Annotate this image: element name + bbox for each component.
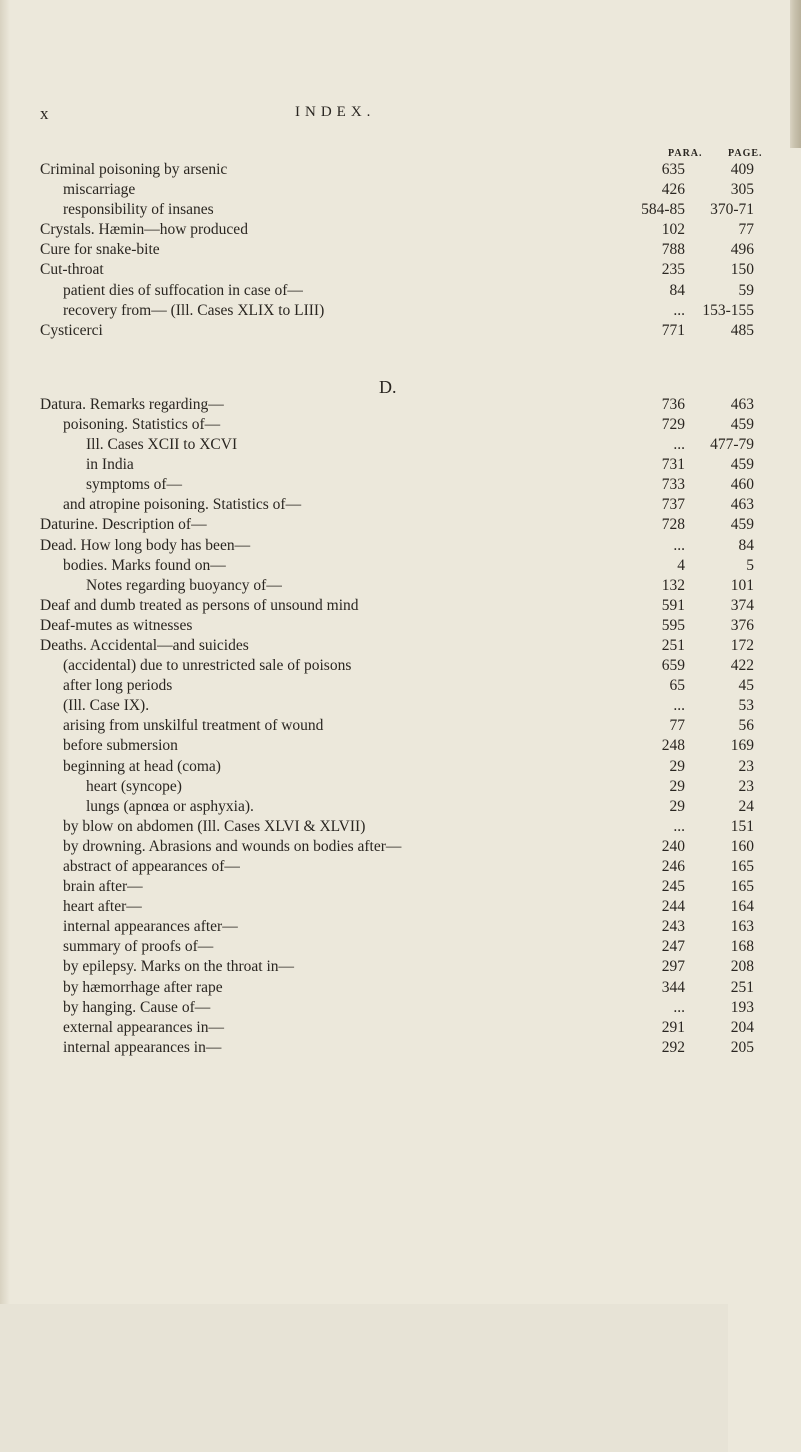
index-entry xyxy=(0,857,790,877)
index-entry xyxy=(0,937,790,957)
entry-para-number: 84 xyxy=(669,281,685,299)
entry-para-number: 4 xyxy=(677,556,685,574)
entry-text: by epilepsy. Marks on the throat in— xyxy=(63,958,295,976)
entry-para-number: 102 xyxy=(661,221,685,239)
index-entry xyxy=(0,281,790,301)
entry-text: miscarriage xyxy=(63,181,136,199)
entry-page-number: 374 xyxy=(730,596,754,614)
index-entry xyxy=(0,556,790,576)
entry-page-number: 208 xyxy=(730,958,754,976)
entry-page-number: 169 xyxy=(730,737,754,755)
index-entry xyxy=(0,1018,790,1038)
entry-text: Crystals. Hæmin—how produced xyxy=(40,221,248,239)
index-entry xyxy=(0,220,790,240)
entry-text: by hæmorrhage after rape xyxy=(63,978,223,996)
entry-text: bodies. Marks found on— xyxy=(63,556,226,574)
entry-page-number: 150 xyxy=(730,261,754,279)
entry-text: Deaf and dumb treated as persons of unsound mind xyxy=(40,596,359,614)
entry-page-number: 24 xyxy=(738,797,754,815)
index-entry xyxy=(0,301,790,321)
entry-text: external appearances in— xyxy=(63,1018,224,1036)
entry-page-number: 409 xyxy=(730,161,754,178)
index-entry xyxy=(0,1038,790,1058)
index-entry xyxy=(0,837,790,857)
entry-text: Deaths. Accidental—and suicides xyxy=(40,636,249,654)
index-entry xyxy=(0,736,790,756)
entry-para-number: 728 xyxy=(661,516,685,534)
page-header xyxy=(40,104,760,128)
entry-para-number: ... xyxy=(673,301,685,319)
entry-text: recovery from— (Ill. Cases XLIX to LIII) xyxy=(63,301,325,319)
index-entry xyxy=(0,395,790,415)
entry-para-number: 733 xyxy=(661,476,685,494)
entry-para-number: ... xyxy=(673,697,685,715)
entry-para-number: 240 xyxy=(661,837,685,855)
index-entry xyxy=(0,636,790,656)
index-entry xyxy=(0,777,790,797)
entry-para-number: 245 xyxy=(661,878,685,896)
entry-para-number: 736 xyxy=(661,395,685,413)
index-entry xyxy=(0,415,790,435)
entry-para-number: 635 xyxy=(661,161,685,178)
entry-text: Ill. Cases XCII to XCVI xyxy=(86,436,238,454)
index-entry xyxy=(0,200,790,220)
entry-text: internal appearances after— xyxy=(63,918,238,936)
entry-page-number: 370-71 xyxy=(710,201,754,219)
entry-page-number: 160 xyxy=(730,837,754,855)
index-entry xyxy=(0,797,790,817)
entry-text: Dead. How long body has been— xyxy=(40,536,251,554)
entry-text: heart after— xyxy=(63,898,142,916)
entry-page-number: 164 xyxy=(730,898,754,916)
page-number: x xyxy=(40,104,50,123)
index-entries xyxy=(0,160,790,1058)
index-entry xyxy=(0,536,790,556)
entry-text: symptoms of— xyxy=(86,476,183,494)
index-entry xyxy=(0,475,790,495)
section-spacer xyxy=(0,341,790,355)
section-letter xyxy=(0,355,790,395)
entry-para-number: 729 xyxy=(661,415,685,433)
entry-page-number: 23 xyxy=(738,777,754,795)
entry-para-number: 344 xyxy=(661,978,685,996)
index-entry xyxy=(0,435,790,455)
entry-text: Cure for snake-bite xyxy=(40,241,160,259)
entry-text: (Ill. Case IX). xyxy=(63,697,150,715)
entry-page-number: 84 xyxy=(738,536,754,554)
entry-para-number: 248 xyxy=(661,737,685,755)
entry-para-number: 247 xyxy=(661,938,685,956)
entry-text: heart (syncope) xyxy=(86,777,182,795)
entry-text: and atropine poisoning. Statistics of— xyxy=(63,496,302,514)
entry-para-number: 291 xyxy=(661,1018,685,1036)
column-header-page: PAGE. xyxy=(728,148,801,1452)
entry-para-number: 591 xyxy=(661,596,685,614)
entry-page-number: 485 xyxy=(730,321,754,339)
index-entry xyxy=(0,321,790,341)
index-entry xyxy=(0,160,790,180)
entry-page-number: 376 xyxy=(730,616,754,634)
index-entry xyxy=(0,998,790,1018)
entry-text: by blow on abdomen (Ill. Cases XLVI & XLVII) xyxy=(63,817,366,835)
entry-para-number: 659 xyxy=(661,657,685,675)
entry-page-number: 477-79 xyxy=(710,436,754,454)
entry-page-number: 56 xyxy=(738,717,754,735)
entry-text: Daturine. Description of— xyxy=(40,516,207,534)
entry-page-number: 165 xyxy=(730,878,754,896)
index-entry xyxy=(0,455,790,475)
entry-para-number: ... xyxy=(673,817,685,835)
page-title: INDEX. xyxy=(295,104,376,120)
index-entry xyxy=(0,515,790,535)
index-entry xyxy=(0,576,790,596)
entry-page-number: 165 xyxy=(730,858,754,875)
column-header-para: PARA. xyxy=(668,148,703,159)
index-entry xyxy=(0,676,790,696)
index-entry xyxy=(0,917,790,937)
entry-para-number: 292 xyxy=(661,1038,685,1056)
entry-text: Notes regarding buoyancy of— xyxy=(86,576,282,594)
entry-para-number: 788 xyxy=(661,241,685,259)
entry-page-number: 23 xyxy=(738,757,754,775)
index-entry xyxy=(0,180,790,200)
entry-page-number: 205 xyxy=(730,1038,754,1056)
entry-page-number: 151 xyxy=(730,817,754,835)
entry-text: poisoning. Statistics of— xyxy=(63,415,221,433)
entry-text: summary of proofs of— xyxy=(63,938,214,956)
entry-page-number: 45 xyxy=(738,677,754,695)
entry-para-number: 243 xyxy=(661,918,685,936)
entry-text: by drowning. Abrasions and wounds on bodies after— xyxy=(63,837,402,855)
entry-para-number: 235 xyxy=(661,261,685,279)
entry-text: beginning at head (coma) xyxy=(63,757,221,775)
entry-page-number: 459 xyxy=(730,456,754,474)
entry-text: Criminal poisoning by arsenic xyxy=(40,161,228,178)
index-entry xyxy=(0,616,790,636)
entry-page-number: 163 xyxy=(730,918,754,936)
entry-para-number: 29 xyxy=(669,757,685,775)
entry-page-number: 422 xyxy=(730,657,754,675)
entry-para-number: ... xyxy=(673,436,685,454)
entry-text: Cut-throat xyxy=(40,261,104,279)
index-entry xyxy=(0,656,790,676)
index-entry xyxy=(0,897,790,917)
entry-page-number: 463 xyxy=(730,395,754,413)
entry-para-number: 297 xyxy=(661,958,685,976)
entry-text: patient dies of suffocation in case of— xyxy=(63,281,303,299)
entry-text: after long periods xyxy=(63,677,173,695)
index-entry xyxy=(0,240,790,260)
index-entry xyxy=(0,978,790,998)
entry-para-number: 246 xyxy=(661,858,685,875)
entry-page-number: 168 xyxy=(730,938,754,956)
entry-page-number: 204 xyxy=(730,1018,754,1036)
entry-text: brain after— xyxy=(63,878,143,896)
entry-para-number: 737 xyxy=(661,496,685,514)
entry-page-number: 77 xyxy=(738,221,754,239)
entry-text: arising from unskilful treatment of wound xyxy=(63,717,324,735)
index-entry xyxy=(0,957,790,977)
entry-text: Deaf-mutes as witnesses xyxy=(40,616,193,634)
entry-para-number: 731 xyxy=(661,456,685,474)
entry-text: before submersion xyxy=(63,737,178,755)
index-entry xyxy=(0,757,790,777)
entry-page-number: 193 xyxy=(730,998,754,1016)
index-entry xyxy=(0,495,790,515)
entry-text: by hanging. Cause of— xyxy=(63,998,211,1016)
entry-page-number: 305 xyxy=(730,181,754,199)
entry-page-number: 5 xyxy=(746,556,754,574)
entry-para-number: 584-85 xyxy=(641,201,685,219)
index-entry xyxy=(0,696,790,716)
entry-para-number: 29 xyxy=(669,777,685,795)
entry-para-number: 771 xyxy=(661,321,685,339)
entry-page-number: 172 xyxy=(730,636,754,654)
entry-para-number: ... xyxy=(673,998,685,1016)
entry-text: Cysticerci xyxy=(40,321,103,339)
index-entry xyxy=(0,260,790,280)
index-entry xyxy=(0,817,790,837)
entry-text: (accidental) due to unrestricted sale of poisons xyxy=(63,657,352,675)
entry-page-number: 459 xyxy=(730,516,754,534)
entry-page-number: 496 xyxy=(730,241,754,259)
entry-page-number: 459 xyxy=(730,415,754,433)
entry-text: responsibility of insanes xyxy=(63,201,214,219)
entry-text: lungs (apnœa or asphyxia). xyxy=(86,797,254,815)
entry-page-number: 59 xyxy=(738,281,754,299)
entry-page-number: 53 xyxy=(738,697,754,715)
entry-para-number: 251 xyxy=(661,636,685,654)
entry-para-number: 244 xyxy=(661,898,685,916)
entry-page-number: 460 xyxy=(730,476,754,494)
entry-text: Datura. Remarks regarding— xyxy=(40,395,224,413)
entry-para-number: 65 xyxy=(669,677,685,695)
entry-page-number: 101 xyxy=(730,576,754,594)
entry-para-number: 595 xyxy=(661,616,685,634)
entry-para-number: 132 xyxy=(661,576,685,594)
entry-page-number: 251 xyxy=(730,978,754,996)
entry-page-number: 153-155 xyxy=(702,301,754,319)
index-entry xyxy=(0,877,790,897)
index-entry xyxy=(0,596,790,616)
entry-page-number: 463 xyxy=(730,496,754,514)
entry-para-number: 77 xyxy=(669,717,685,735)
entry-text: in India xyxy=(86,456,134,474)
entry-para-number: 426 xyxy=(661,181,685,199)
entry-para-number: ... xyxy=(673,536,685,554)
entry-text: internal appearances in— xyxy=(63,1038,222,1056)
entry-text: abstract of appearances of— xyxy=(63,858,240,875)
section-letter-text: D. xyxy=(379,376,397,397)
index-entry xyxy=(0,716,790,736)
entry-para-number: 29 xyxy=(669,797,685,815)
